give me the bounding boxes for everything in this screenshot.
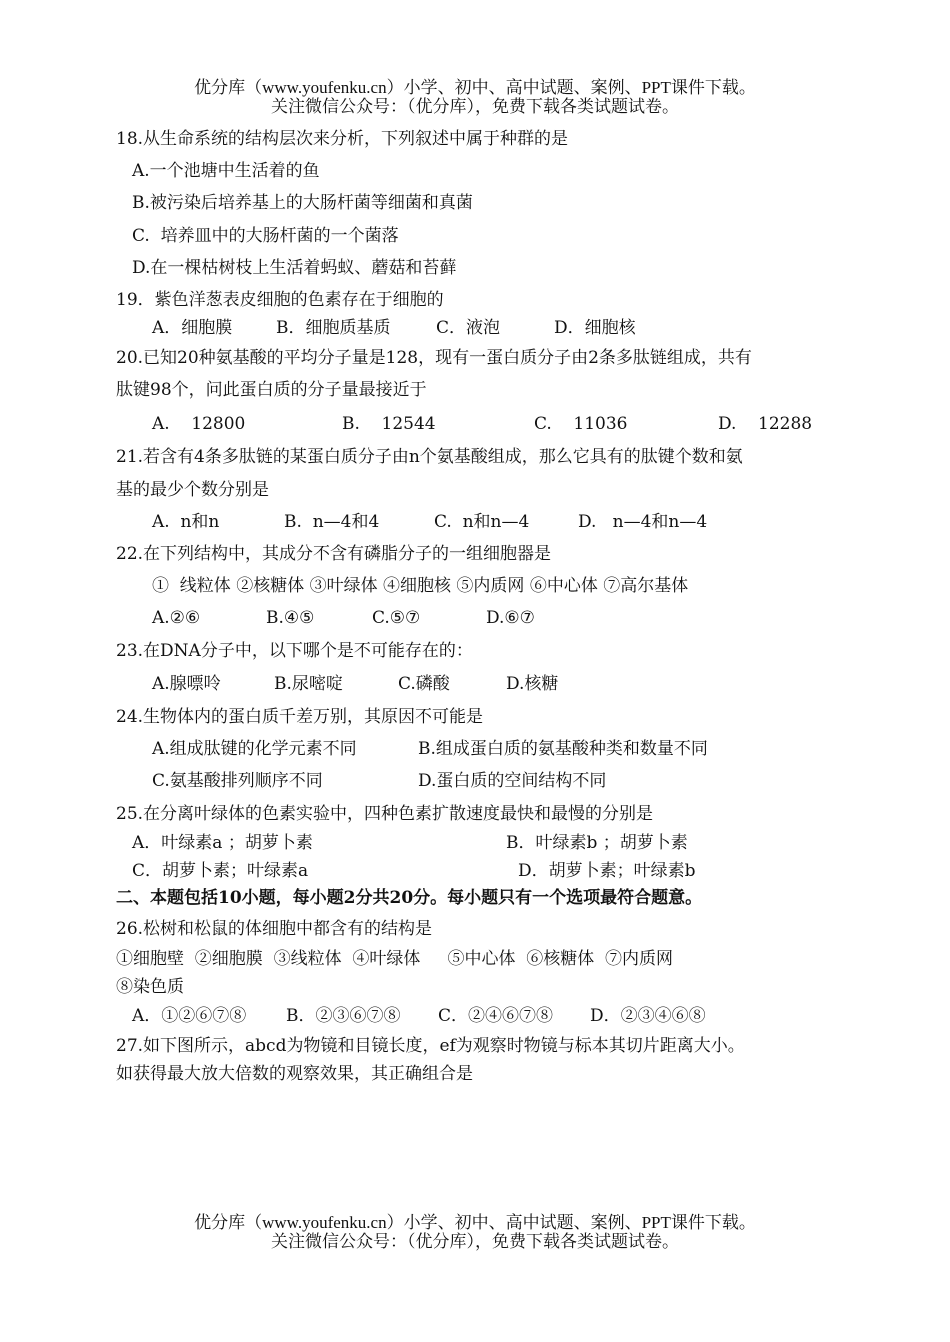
q20-option-d: D. 12288 xyxy=(718,414,813,434)
q22-items: ① 线粒体 ②核糖体 ③叶绿体 ④细胞核 ⑤内质网 ⑥中心体 ⑦高尔基体 xyxy=(152,576,689,596)
q23-option-a: A.腺嘌呤 xyxy=(152,674,221,694)
q20-option-a: A. 12800 xyxy=(152,414,246,434)
q20-option-b: B. 12544 xyxy=(342,414,436,434)
q24-option-c: C.氨基酸排列顺序不同 xyxy=(152,771,323,791)
q26-option-d: D．②③④⑥⑧ xyxy=(590,1006,706,1026)
q26-items-line-1: ①细胞壁 ②细胞膜 ③线粒体 ④叶绿体 ⑤中心体 ⑥核糖体 ⑦内质网 xyxy=(116,949,674,969)
q21-option-a: A. n和n xyxy=(152,512,220,532)
q20-option-c: C. 11036 xyxy=(534,414,628,434)
q22-option-a: A.②⑥ xyxy=(152,608,201,628)
q22-option-d: D.⑥⑦ xyxy=(486,608,535,628)
page-footer xyxy=(0,1213,950,1251)
q22-option-c: C.⑤⑦ xyxy=(372,608,421,628)
q26-option-a: A．①②⑥⑦⑧ xyxy=(132,1006,247,1026)
q20-stem-line-2: 肽键98个，问此蛋白质的分子量最接近于 xyxy=(116,380,427,400)
q26-stem: 26.松树和松鼠的体细胞中都含有的结构是 xyxy=(116,919,433,939)
section-2-heading: 二、本题包括10小题，每小题2分共20分。每小题只有一个选项最符合题意。 xyxy=(116,888,703,908)
header-line-1: 优分库（www.youfenku.cn）小学、初中、高中试题、案例、PPT课件下载。 xyxy=(194,78,756,97)
q26-option-c: C．②④⑥⑦⑧ xyxy=(438,1006,554,1026)
q21-stem-line-1: 21.若含有4条多肽链的某蛋白质分子由n个氨基酸组成，那么它具有的肽键个数和氨 xyxy=(116,447,743,467)
q24-option-b: B.组成蛋白质的氨基酸种类和数量不同 xyxy=(418,739,708,759)
q23-option-c: C.磷酸 xyxy=(398,674,450,694)
q23-option-b: B.尿嘧啶 xyxy=(274,674,343,694)
q19-option-b: B．细胞质基质 xyxy=(276,318,391,338)
q19-option-d: D．细胞核 xyxy=(554,318,636,338)
q22-option-b: B.④⑤ xyxy=(266,608,315,628)
header-line-2: 关注微信公众号：（优分库），免费下载各类试题试卷。 xyxy=(271,97,679,116)
q18-option-a: A.一个池塘中生活着的鱼 xyxy=(132,161,320,181)
q21-option-d: D. n—4和n—4 xyxy=(578,512,708,532)
q24-option-d: D.蛋白质的空间结构不同 xyxy=(418,771,607,791)
q23-stem: 23.在DNA分子中，以下哪个是不可能存在的： xyxy=(116,641,473,661)
q18-stem: 18.从生命系统的结构层次来分析，下列叙述中属于种群的是 xyxy=(116,129,569,149)
q26-option-b: B．②③⑥⑦⑧ xyxy=(286,1006,401,1026)
q18-option-d: D.在一棵枯树枝上生活着蚂蚁、蘑菇和苔藓 xyxy=(132,258,457,278)
q18-option-c: C. 培养皿中的大肠杆菌的一个菌落 xyxy=(132,226,399,246)
q19-option-c: C．液泡 xyxy=(436,318,501,338)
q19-option-a: A．细胞膜 xyxy=(152,318,233,338)
q20-stem-line-1: 20.已知20种氨基酸的平均分子量是128，现有一蛋白质分子由2条多肽链组成，共有 xyxy=(116,348,752,368)
q24-option-a: A.组成肽键的化学元素不同 xyxy=(152,739,357,759)
q25-stem: 25.在分离叶绿体的色素实验中，四种色素扩散速度最快和最慢的分别是 xyxy=(116,804,654,824)
q21-option-c: C. n和n—4 xyxy=(434,512,530,532)
q23-option-d: D.核糖 xyxy=(506,674,559,694)
q24-stem: 24.生物体内的蛋白质千差万别，其原因不可能是 xyxy=(116,707,484,727)
footer-line-1: 优分库（www.youfenku.cn）小学、初中、高中试题、案例、PPT课件下载。 xyxy=(194,1213,756,1232)
page-header xyxy=(0,78,950,116)
q22-stem: 22.在下列结构中，其成分不含有磷脂分子的一组细胞器是 xyxy=(116,544,552,564)
q25-option-d: D．胡萝卜素；叶绿素b xyxy=(518,861,696,881)
q27-stem-line-1: 27.如下图所示，abcd为物镜和目镜长度，ef为观察时物镜与标本其切片距离大小。 xyxy=(116,1036,745,1056)
q21-stem-line-2: 基的最少个数分别是 xyxy=(116,480,269,500)
q27-stem-line-2: 如获得最大放大倍数的观察效果，其正确组合是 xyxy=(116,1064,473,1084)
footer-line-2: 关注微信公众号：（优分库），免费下载各类试题试卷。 xyxy=(271,1232,679,1251)
q18-option-b: B.被污染后培养基上的大肠杆菌等细菌和真菌 xyxy=(132,193,473,213)
q19-stem: 19．紫色洋葱表皮细胞的色素存在于细胞的 xyxy=(116,290,444,310)
q26-items-line-2: ⑧染色质 xyxy=(116,977,184,997)
q25-option-a: A．叶绿素a ；胡萝卜素 xyxy=(132,833,313,853)
q25-option-c: C．胡萝卜素；叶绿素a xyxy=(132,861,309,881)
q21-option-b: B. n—4和4 xyxy=(284,512,380,532)
q25-option-b: B．叶绿素b ；胡萝卜素 xyxy=(506,833,688,853)
